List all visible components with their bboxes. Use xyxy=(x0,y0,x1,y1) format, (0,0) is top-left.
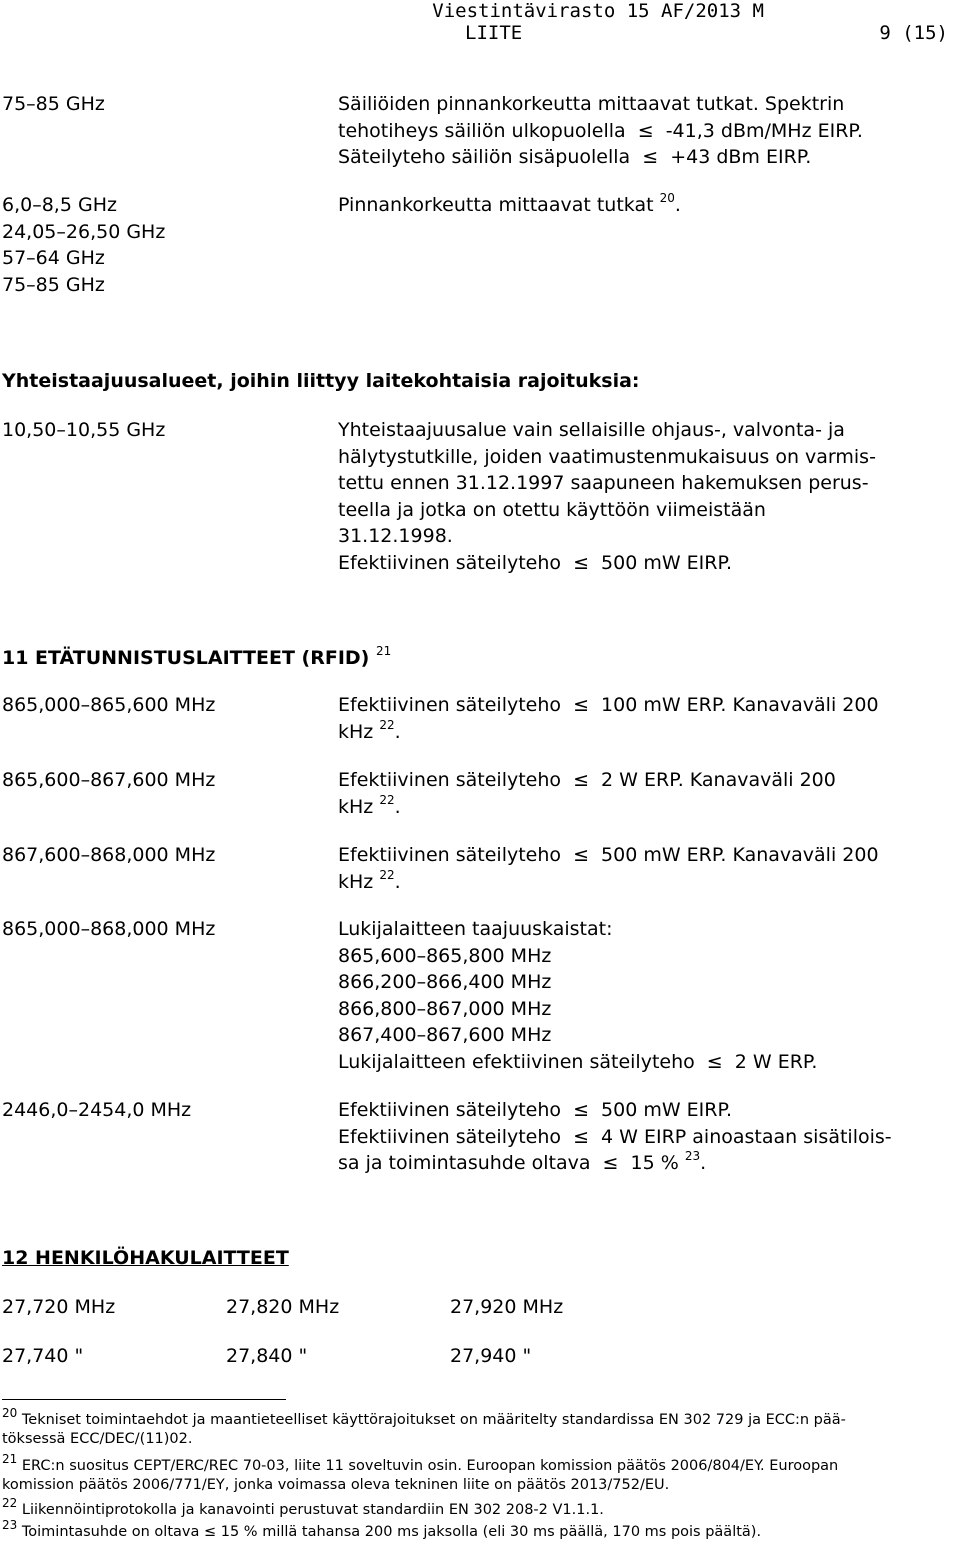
freq-cell: 865,000–868,000 MHz xyxy=(2,918,216,940)
freq-line: 75–85 GHz xyxy=(2,273,105,296)
footnote-22: $^{22}$ Liikennöintiprotokolla ja kanavointi perustuvat standardiin EN 302 208-2 V1.1.1. xyxy=(2,1496,604,1518)
desc-cell: Efektiivinen säteilyteho ≤ 500 mW ERP. Kanavaväli 200 kHz $^{22}$. xyxy=(338,844,879,893)
paging-freq: 27,940 " xyxy=(450,1345,532,1367)
desc-cell xyxy=(338,91,952,171)
rfid-row-1 xyxy=(2,692,952,745)
freq-cell: 75–85 GHz xyxy=(2,93,105,115)
le-symbol: ≤ xyxy=(573,769,589,791)
le-symbol: ≤ xyxy=(602,1152,619,1174)
le-symbol: ≤ xyxy=(706,1050,723,1073)
desc-cell: Pinnankorkeutta mittaavat tutkat $^{20}$. xyxy=(338,191,681,216)
footnote-23: $^{23}$ Toimintasuhde on oltava ≤ 15 % millä tahansa 200 ms jaksolla (eli 30 ms päällä, 170 ms pois päältä). xyxy=(2,1518,762,1540)
rfid-row-2 xyxy=(2,767,952,820)
paging-freq: 27,920 MHz xyxy=(450,1296,564,1318)
le-symbol: ≤ xyxy=(573,844,589,866)
level-radar-row xyxy=(2,192,952,298)
freq-cell: 2446,0–2454,0 MHz xyxy=(2,1099,192,1121)
freq-cell: 867,600–868,000 MHz xyxy=(2,844,216,866)
freq-cell: 865,000–865,600 MHz xyxy=(2,694,216,716)
rfid-row-3 xyxy=(2,842,952,895)
section-12-title: 12 HENKILÖHAKULAITTEET xyxy=(2,1247,289,1269)
header-line xyxy=(465,22,948,44)
le-symbol: ≤ xyxy=(573,1099,589,1121)
footnote-ref: 21 xyxy=(375,644,392,658)
desc-line: Säiliöiden pinnankorkeutta mittaavat tutkat. Spektrin xyxy=(338,93,845,115)
section-11-title: 11 ETÄTUNNISTUSLAITTEET (RFID) $^{21}$ xyxy=(2,644,392,669)
header-section: LIITE xyxy=(465,22,523,44)
footnote-number: 20 xyxy=(2,1406,18,1420)
tank-radar-row xyxy=(2,91,952,171)
paging-row-1 xyxy=(2,1294,674,1321)
desc-cell: Yhteistaajuusalue vain sellaisille ohjaus-, valvonta- ja hälytystutkille, joiden vaatimustenmukaisuus on varmis- tettu ennen 31.12.1997 saapuneen hakemuksen perus- teella ja jotka on otettu käyttöön viimeistään 31.12.1998. Efektiivinen säteilyteho ≤ 500 mW EIRP. xyxy=(338,417,952,576)
freq-cell: 10,50–10,55 GHz xyxy=(2,419,166,441)
le-symbol: ≤ xyxy=(573,551,589,574)
rfid-reader-row xyxy=(2,916,952,1075)
le-symbol: ≤ xyxy=(203,1524,217,1540)
header-page-number: 9 (15) xyxy=(879,22,948,44)
footnote-number: 23 xyxy=(2,1518,18,1532)
freq-line: 6,0–8,5 GHz xyxy=(2,194,117,216)
paging-freq: 27,740 " xyxy=(2,1345,84,1367)
paging-freq: 27,720 MHz xyxy=(2,1296,116,1318)
footnote-ref: 22 xyxy=(379,717,395,732)
alarm-radar-row xyxy=(2,417,952,576)
desc-line: Säteilyteho säiliön sisäpuolella ≤ +43 dBm EIRP. xyxy=(338,144,952,171)
le-symbol: ≤ xyxy=(573,1125,589,1148)
desc-cell: Efektiivinen säteilyteho ≤ 2 W ERP. Kanavaväli 200 kHz $^{22}$. xyxy=(338,769,836,818)
footnote-20: $^{20}$ Tekniset toimintaehdot ja maantieteelliset käyttörajoitukset on määritelty standardissa EN 302 729 ja ECC:n pää- töksessä ECC/DEC/(11)02. xyxy=(2,1406,846,1447)
footnote-number: 21 xyxy=(2,1452,18,1466)
paging-freq: 27,820 MHz xyxy=(226,1296,340,1318)
paging-freq: 27,840 " xyxy=(226,1345,308,1367)
paging-row-2 xyxy=(2,1343,674,1370)
le-symbol: ≤ xyxy=(642,146,659,168)
header-org: Viestintävirasto 15 AF/2013 M xyxy=(432,0,764,22)
desc-cell: Lukijalaitteen taajuuskaistat: 865,600–865,800 MHz 866,200–866,400 MHz 866,800–867,000 MHz 867,400–867,600 MHz Lukijalaitteen efektiivinen säteilyteho ≤ 2 W ERP. xyxy=(338,916,952,1075)
footnote-separator xyxy=(2,1399,286,1400)
footnote-ref: 20 xyxy=(659,191,675,205)
footnote-ref: 23 xyxy=(684,1149,701,1163)
freq-cell: 865,600–867,600 MHz xyxy=(2,769,216,791)
desc-cell: Efektiivinen säteilyteho ≤ 100 mW ERP. Kanavaväli 200 kHz $^{22}$. xyxy=(338,694,879,743)
footnote-ref: 22 xyxy=(379,867,395,882)
footnote-number: 22 xyxy=(2,1496,18,1510)
footnote-ref: 22 xyxy=(379,792,395,807)
freq-line: 57–64 GHz xyxy=(2,247,105,269)
desc-cell: Efektiivinen säteilyteho ≤ 500 mW EIRP. Efektiivinen säteilyteho ≤ 4 W EIRP ainoastaan sisätilois- sa ja toimintasuhde oltava ≤ 15 % $^{23}$. xyxy=(338,1097,952,1177)
le-symbol: ≤ xyxy=(637,119,654,142)
footnote-21: $^{21}$ ERC:n suositus CEPT/ERC/REC 70-03, liite 11 soveltuvin osin. Euroopan komission päätös 2006/804/EY. Euroopan komission päätös 2006/771/EY, jonka voimassa oleva tekninen liite on päätös 2013/752/EU. xyxy=(2,1452,839,1493)
desc-line: tehotiheys säiliön ulkopuolella ≤ -41,3 dBm/MHz EIRP. xyxy=(338,118,952,145)
shared-band-heading: Yhteistaajuusalueet, joihin liittyy laitekohtaisia rajoituksia: xyxy=(2,370,640,392)
le-symbol: ≤ xyxy=(573,694,589,716)
freq-line: 24,05–26,50 GHz xyxy=(2,220,166,243)
freq-cell xyxy=(2,192,338,298)
rfid-ism-row xyxy=(2,1097,952,1177)
